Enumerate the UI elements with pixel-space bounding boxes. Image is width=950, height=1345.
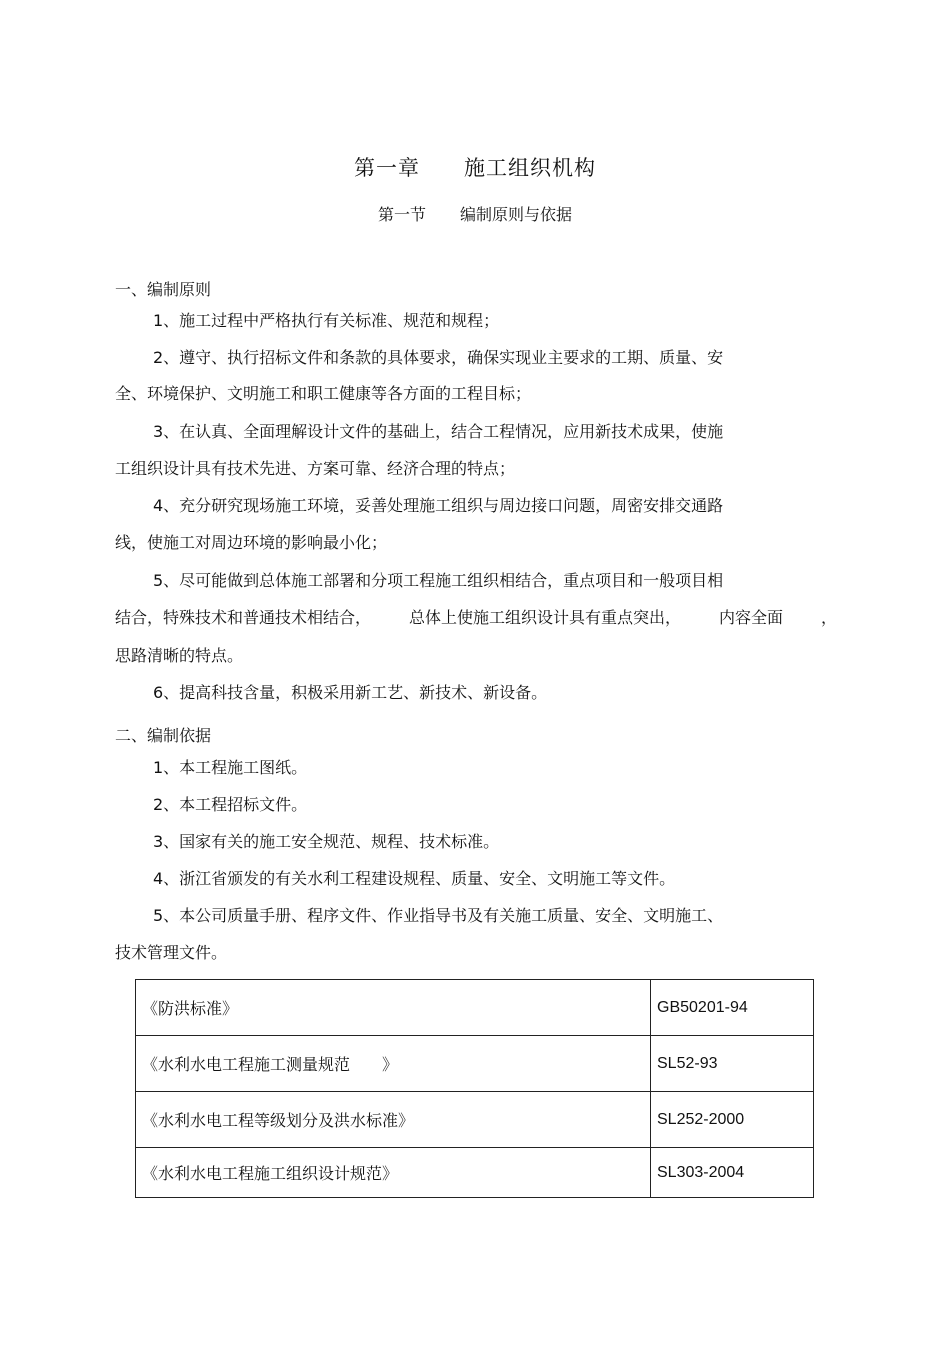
basis-item: 2、本工程招标文件。 bbox=[153, 795, 308, 814]
standard-name: 《水利水电工程施工测量规范 》 bbox=[136, 1036, 651, 1092]
section-number: 第一节 bbox=[377, 205, 426, 224]
chapter-number: 第一章 bbox=[354, 156, 420, 180]
principle-item: 2、遵守、执行招标文件和条款的具体要求，确保实现业主要求的工期、质量、安 bbox=[153, 348, 724, 367]
principle-item: 4、充分研究现场施工环境，妥善处理施工组织与周边接口问题，周密安排交通路 bbox=[153, 496, 724, 515]
section-title: 编制原则与依据 bbox=[460, 205, 573, 224]
basis-item: 5、本公司质量手册、程序文件、作业指导书及有关施工质量、安全、文明施工、 bbox=[153, 906, 724, 925]
standard-name: 《水利水电工程施工组织设计规范》 bbox=[136, 1148, 651, 1198]
basis-heading: 二、编制依据 bbox=[115, 726, 212, 745]
principle-fragment: 内容全面 bbox=[718, 608, 783, 627]
basis-item: 1、本工程施工图纸。 bbox=[153, 758, 308, 777]
table-row bbox=[136, 980, 814, 1036]
basis-item: 3、国家有关的施工安全规范、规程、技术标准。 bbox=[153, 832, 500, 851]
principles-heading: 一、编制原则 bbox=[115, 280, 212, 299]
principle-item: 6、提高科技含量，积极采用新工艺、新技术、新设备。 bbox=[153, 683, 548, 702]
principle-item-continuation: 工组织设计具有技术先进、方案可靠、经济合理的特点； bbox=[115, 459, 516, 478]
standard-code: SL52-93 bbox=[651, 1036, 814, 1092]
chapter-heading bbox=[0, 152, 950, 182]
principle-item-continuation: 全、环境保护、文明施工和职工健康等各方面的工程目标； bbox=[115, 384, 532, 403]
principle-item: 1、施工过程中严格执行有关标准、规范和规程； bbox=[153, 311, 500, 330]
chapter-title: 施工组织机构 bbox=[464, 156, 596, 180]
basis-item: 4、浙江省颁发的有关水利工程建设规程、质量、安全、文明施工等文件。 bbox=[153, 869, 676, 888]
principle-item-continuation: 思路清晰的特点。 bbox=[115, 646, 244, 665]
standard-code: GB50201-94 bbox=[651, 980, 814, 1036]
principle-fragment: 结合，特殊技术和普通技术相结合， bbox=[115, 608, 372, 627]
section-heading bbox=[0, 202, 950, 225]
principle-fragment: ， bbox=[820, 608, 837, 627]
table-row bbox=[136, 1092, 814, 1148]
standard-code: SL252-2000 bbox=[651, 1092, 814, 1148]
standard-code: SL303-2004 bbox=[651, 1148, 814, 1198]
standard-name: 《防洪标准》 bbox=[136, 980, 651, 1036]
principle-item: 5、尽可能做到总体施工部署和分项工程施工组织相结合，重点项目和一般项目相 bbox=[153, 571, 724, 590]
standard-name: 《水利水电工程等级划分及洪水标准》 bbox=[136, 1092, 651, 1148]
basis-item-continuation: 技术管理文件。 bbox=[115, 943, 228, 962]
principle-item-continuation: 线，使施工对周边环境的影响最小化； bbox=[115, 533, 388, 552]
table-row bbox=[136, 1148, 814, 1198]
principle-item: 3、在认真、全面理解设计文件的基础上，结合工程情况，应用新技术成果，使施 bbox=[153, 422, 724, 441]
principle-fragment: 总体上使施工组织设计具有重点突出， bbox=[408, 608, 681, 627]
standards-table bbox=[135, 979, 814, 1198]
table-row bbox=[136, 1036, 814, 1092]
principle-item-continuation bbox=[115, 607, 837, 629]
